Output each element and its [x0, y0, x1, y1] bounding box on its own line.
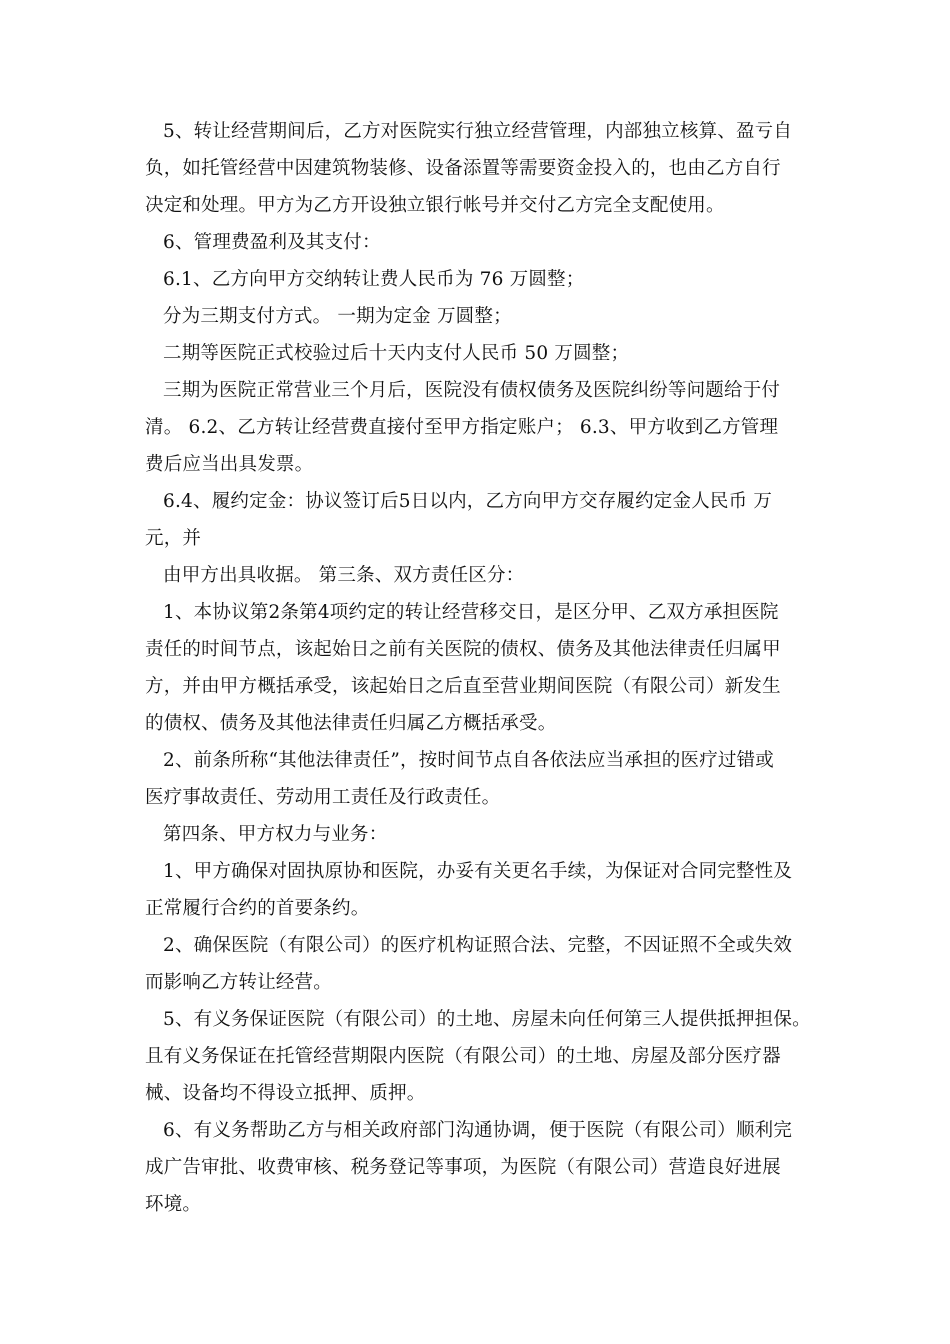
text-line: 负，如托管经营中因建筑物装修、设备添置等需要资金投入的，也由乙方自行	[145, 158, 781, 179]
text-line: 的债权、债务及其他法律责任归属乙方概括承受。	[145, 713, 557, 734]
text-line: 而影响乙方转让经营。	[145, 972, 333, 993]
text-line: 6.1、乙方向甲方交纳转让费人民币为 76 万圆整；	[163, 269, 585, 290]
text-line: 医疗事故责任、劳动用工责任及行政责任。	[145, 787, 501, 808]
text-line: 械、设备均不得设立抵押、质押。	[145, 1083, 426, 1104]
text-line: 清。 6.2、乙方转让经营费直接付至甲方指定账户； 6.3、甲方收到乙方管理	[145, 417, 779, 438]
text-line: 分为三期支付方式。 一期为定金 万圆整；	[163, 306, 512, 327]
text-line: 环境。	[145, 1194, 202, 1215]
text-line: 由甲方出具收据。 第三条、双方责任区分：	[163, 565, 525, 586]
text-line: 费后应当出具发票。	[145, 454, 314, 475]
text-line: 1、本协议第2条第4项约定的转让经营移交日，是区分甲、乙双方承担医院	[163, 602, 779, 623]
text-line: 三期为医院正常营业三个月后，医院没有债权债务及医院纠纷等问题给于付	[163, 380, 781, 401]
text-line: 决定和处理。甲方为乙方开设独立银行帐号并交付乙方完全支配使用。	[145, 195, 725, 216]
text-line: 正常履行合约的首要条约。	[145, 898, 370, 919]
text-line: 责任的时间节点，该起始日之前有关医院的债权、债务及其他法律责任归属甲	[145, 639, 781, 660]
text-line: 方，并由甲方概括承受，该起始日之后直至营业期间医院（有限公司）新发生	[145, 676, 781, 697]
text-line: 6、管理费盈利及其支付：	[163, 232, 381, 253]
text-line: 第四条、甲方权力与业务：	[163, 824, 388, 845]
text-line: 元，并	[145, 528, 202, 549]
text-line: 5、转让经营期间后，乙方对医院实行独立经营管理，内部独立核算、盈亏自	[163, 121, 793, 142]
text-line: 二期等医院正式校验过后十天内支付人民币 50 万圆整；	[163, 343, 630, 364]
text-line: 5、有义务保证医院（有限公司）的土地、房屋未向任何第三人提供抵押担保。	[163, 1009, 811, 1030]
text-line: 6、有义务帮助乙方与相关政府部门沟通协调，便于医院（有限公司）顺利完	[163, 1120, 793, 1141]
text-line: 1、甲方确保对固执原协和医院，办妥有关更名手续，为保证对合同完整性及	[163, 861, 793, 882]
text-line: 6.4、履约定金：协议签订后5日以内，乙方向甲方交存履约定金人民币 万	[163, 491, 773, 512]
text-line: 2、前条所称“其他法律责任”，按时间节点自各依法应当承担的医疗过错或	[163, 750, 774, 771]
text-line: 2、确保医院（有限公司）的医疗机构证照合法、完整，不因证照不全或失效	[163, 935, 793, 956]
text-line: 成广告审批、收费审核、税务登记等事项，为医院（有限公司）营造良好进展	[145, 1157, 781, 1178]
text-line: 且有义务保证在托管经营期限内医院（有限公司）的土地、房屋及部分医疗器	[145, 1046, 781, 1067]
